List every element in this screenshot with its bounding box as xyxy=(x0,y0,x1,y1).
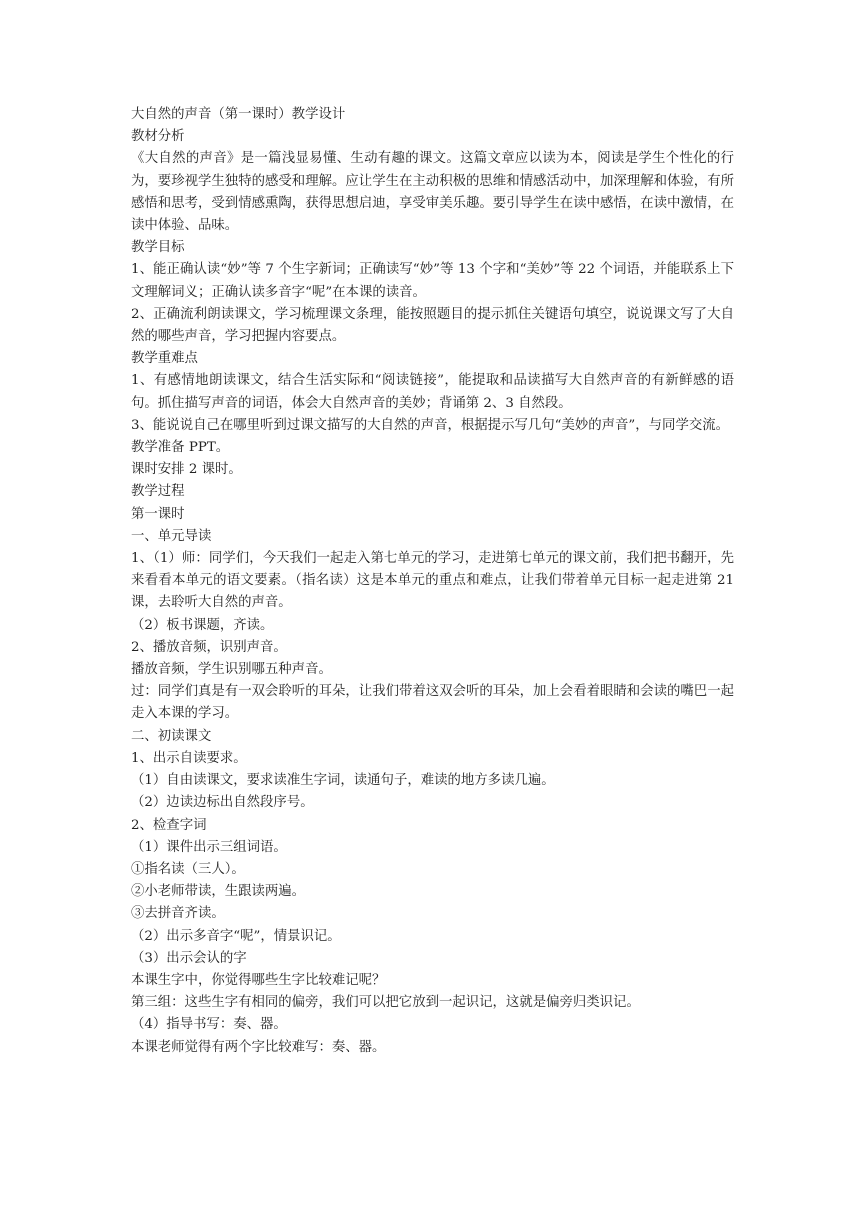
paragraph: 过：同学们真是有一双会聆听的耳朵，让我们带着这双会听的耳朵，加上会看着眼睛和会读的嘴巴一起走入本课的学习。 xyxy=(131,684,734,722)
text-line: 第三组：这些生字有相同的偏旁，我们可以把它放到一起识记，这就是偏旁归类识记。 xyxy=(131,995,640,1011)
text-line: （3）出示会认的字 xyxy=(131,950,247,966)
section-heading: 第一课时 xyxy=(131,506,185,522)
text-line: ①指名读（三人）。 xyxy=(131,861,245,877)
section-heading: 教学过程 xyxy=(131,484,185,500)
text-line: （1）课件出示三组词语。 xyxy=(131,839,287,855)
section-heading: 教材分析 xyxy=(131,129,185,145)
section-heading: 二、初读课文 xyxy=(131,728,212,744)
text-line: （2）边读边标出自然段序号。 xyxy=(131,795,314,811)
text-line: 课时安排 2 课时。 xyxy=(131,462,242,478)
document-page xyxy=(131,104,734,1059)
paragraph: 2、正确流利朗读课文，学习梳理课文条理，能按照题目的提示抓住关键语句填空，说说课文写了大自然的哪些声音，学习把握内容要点。 xyxy=(131,306,734,345)
paragraph: 1、有感情地朗读课文，结合生活实际和“阅读链接”，能提取和品读描写大自然声音的有新鲜感的语句。抓住描写声音的词语，体会大自然声音的美妙；背诵第 2、3 自然段。 xyxy=(131,373,734,411)
paragraph: 1、（1）师：同学们，今天我们一起走入第七单元的学习，走进第七单元的课文前，我们把书翻开，先来看看本单元的语文要素。（指名读）这是本单元的重点和难点，让我们带着单元目标一起走进第 21 课，去聆听大自然的声音。 xyxy=(131,551,734,611)
paragraph: 3、能说说自己在哪里听到过课文描写的大自然的声音，根据提示写几句“美妙的声音”，与同学交流。 xyxy=(131,417,730,433)
section-heading: 一、单元导读 xyxy=(131,528,212,544)
document-title: 大自然的声音（第一课时）教学设计 xyxy=(131,107,346,122)
text-line: 本课生字中，你觉得哪些生字比较难记呢？ xyxy=(131,972,386,988)
text-line: （1）自由读课文，要求读准生字词，读通句子，难读的地方多读几遍。 xyxy=(131,773,555,789)
text-line: ②小老师带读，生跟读两遍。 xyxy=(131,884,306,900)
text-line: 本课老师觉得有两个字比较难写：奏、器。 xyxy=(131,1039,386,1055)
section-heading: 教学重难点 xyxy=(131,351,198,367)
text-line: 播放音频，学生识别哪五种声音。 xyxy=(131,662,332,678)
text-line: 教学准备 PPT。 xyxy=(131,440,230,456)
text-line: 1、出示自读要求。 xyxy=(131,750,247,766)
text-line: （2）出示多音字“呢”，情景识记。 xyxy=(131,928,341,944)
paragraph: 《大自然的声音》是一篇浅显易懂、生动有趣的课文。这篇文章应以读为本，阅读是学生个性化的行为，要珍视学生独特的感受和理解。应让学生在主动积极的思维和情感活动中，加深理解和体验，有所感悟和思考，受到情感熏陶，获得思想启迪，享受审美乐趣。要引导学生在读中感悟，在读中激情，在读中体验、品味。 xyxy=(131,151,734,234)
text-line: ③去拼音齐读。 xyxy=(131,906,225,922)
paragraph: 1、能正确认读“妙”等 7 个生字新词；正确读写“妙”等 13 个字和“美妙”等 22 个词语，并能联系上下文理解词义；正确认读多音字“呢”在本课的读音。 xyxy=(131,262,734,300)
text-line: 2、播放音频，识别声音。 xyxy=(131,639,287,655)
text-line: （4）指导书写：奏、器。 xyxy=(131,1017,287,1033)
text-line: 2、检查字词 xyxy=(131,817,207,833)
section-heading: 教学目标 xyxy=(131,240,185,256)
text-line: （2）板书课题，齐读。 xyxy=(131,617,274,633)
